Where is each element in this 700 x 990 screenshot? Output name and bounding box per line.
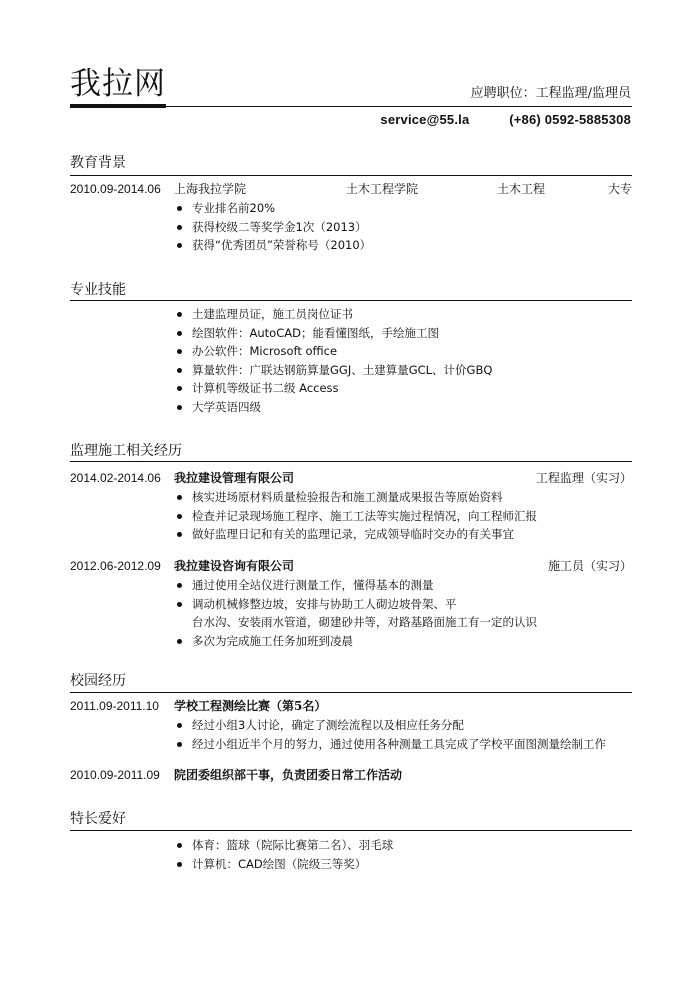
list-item: 计算机等级证书二级 Access (174, 379, 632, 398)
list-item: 土建监理员证，施工员岗位证书 (174, 305, 632, 324)
list-item: 专业排名前20% (174, 199, 632, 218)
hobbies-section-title: 特长爱好 (70, 811, 126, 827)
name-underline (70, 104, 166, 108)
list-item: 获得校级二等奖学金1次（2013） (174, 218, 632, 237)
job-company: 我拉建设管理有限公司 (174, 471, 295, 485)
education-list (174, 199, 632, 255)
job-2-list (174, 576, 632, 650)
campus-divider (70, 692, 632, 693)
job-date: 2012.06-2012.09 (70, 559, 161, 573)
list-item-text: 台水沟、安装雨水管道，砌建砂井等，对路基路面施工有一定的认识 (192, 615, 537, 629)
education-divider (70, 175, 632, 176)
job-company: 我拉建设咨询有限公司 (174, 559, 295, 573)
event-name: 学校工程测绘比赛（第5名） (174, 699, 327, 713)
list-item: 获得“优秀团员”荣誉称号（2010） (174, 236, 632, 255)
email-text: service@55.la (380, 112, 470, 127)
list-item: 大学英语四级 (174, 398, 632, 417)
job-date: 2014.02-2014.06 (70, 471, 161, 485)
education-date: 2010.09-2014.06 (70, 182, 161, 196)
list-item: 办公软件：Microsoft office (174, 342, 632, 361)
education-college: 土木工程学院 (346, 182, 419, 196)
event-name: 院团委组织部干事，负责团委日常工作活动 (174, 768, 403, 782)
list-item: 经过小组近半个月的努力，通过使用各种测量工具完成了学校平面图测量绘制工作 (174, 735, 632, 754)
campus-event-1-list (174, 716, 632, 753)
list-item: 绘图软件：AutoCAD；能看懂图纸，手绘施工图 (174, 324, 632, 343)
phone-text: (+86) 0592-5885308 (509, 112, 631, 127)
list-item: 体育：篮球（院际比赛第二名）、羽毛球 (174, 836, 632, 855)
education-major: 土木工程 (497, 182, 546, 196)
list-item: 计算机：CAD绘图（院级三等奖） (174, 855, 632, 874)
event-date: 2010.09-2011.09 (70, 768, 160, 782)
list-item: 调动机械修整边坡，安排与协助工人砌边坡骨架、平 (174, 595, 632, 614)
job-1-list (174, 488, 632, 544)
education-degree: 大专 (607, 182, 632, 196)
experience-section-title: 监理施工相关经历 (70, 443, 182, 459)
list-item: 多次为完成施工任务加班到凌晨 (174, 632, 632, 651)
applied-position: 应聘职位：工程监理/监理员 (470, 86, 631, 101)
skills-divider (70, 300, 632, 301)
list-item: 算量软件：广联达钢筋算量GGJ、土建算量GCL、计价GBQ (174, 361, 632, 380)
list-item: 经过小组3人讨论，确定了测绘流程以及相应任务分配 (174, 716, 632, 735)
list-item: 做好监理日记和有关的监理记录，完成领导临时交办的有关事宜 (174, 525, 632, 544)
job-role: 施工员（实习） (547, 559, 632, 573)
list-item: 核实进场原材料质量检验报告和施工测量成果报告等原始资料 (174, 488, 632, 507)
job-role: 工程监理（实习） (535, 471, 632, 485)
campus-section-title: 校园经历 (70, 673, 126, 689)
event-date: 2011.09-2011.10 (70, 699, 159, 713)
skills-list (174, 305, 632, 416)
list-item: 通过使用全站仪进行测量工作，懂得基本的测量 (174, 576, 632, 595)
hobbies-list (174, 836, 632, 873)
contact-info (380, 112, 631, 127)
experience-divider (70, 461, 632, 462)
candidate-name: 我拉网 (70, 66, 166, 102)
list-item-continued (174, 613, 632, 632)
hobbies-divider (70, 830, 632, 831)
skills-section-title: 专业技能 (70, 282, 126, 298)
education-section-title: 教育背景 (70, 155, 126, 171)
list-item: 检查并记录现场施工程序、施工工法等实施过程情况，向工程师汇报 (174, 507, 632, 526)
education-school: 上海我拉学院 (174, 182, 247, 196)
header-divider (166, 106, 632, 107)
